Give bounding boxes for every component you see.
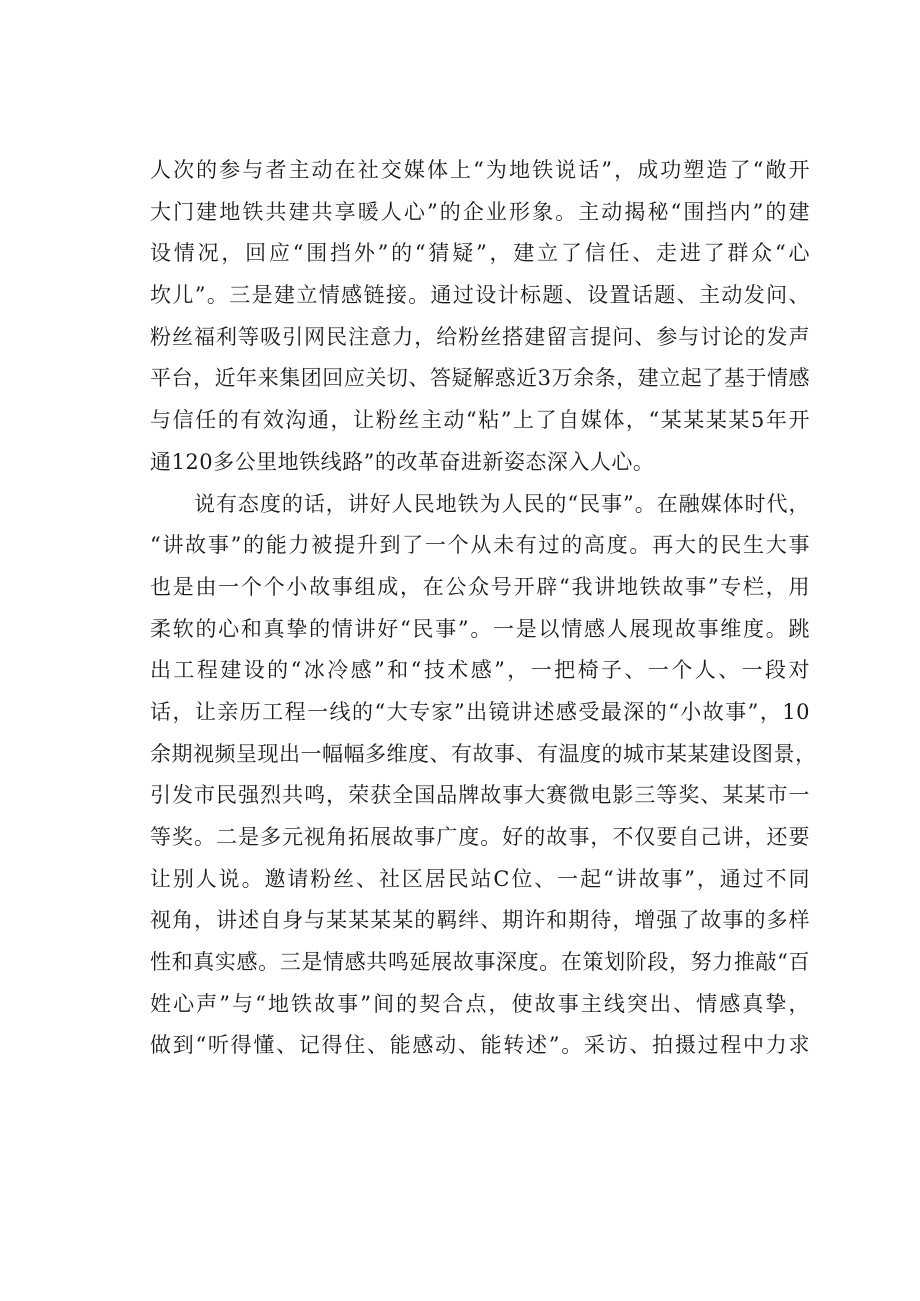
text-line: 做到“听得懂、记得住、能感动、能转述”。采访、拍摄过程中力求 — [150, 1033, 810, 1058]
text-line: 大门建地铁共建共享暖人心”的企业形象。主动揭秘“围挡内”的建 — [150, 199, 810, 224]
text-line: 柔软的心和真挚的情讲好“民事”。一是以情感人展现故事维度。跳 — [150, 616, 810, 641]
text-line: 人次的参与者主动在社交媒体上“为地铁说话”，成功塑造了“敞开 — [150, 158, 810, 182]
text-line: 与信任的有效沟通，让粉丝主动“粘”上了自媒体，“某某某某5年开 — [150, 408, 810, 433]
text-line: 坎儿”。三是建立情感链接。通过设计标题、设置话题、主动发问、 — [150, 283, 810, 308]
text-line: 平台，近年来集团回应关切、答疑解惑近3万余条，建立起了基于情感 — [150, 366, 810, 391]
text-line: 也是由一个个小故事组成，在公众号开辟“我讲地铁故事”专栏，用 — [150, 574, 810, 599]
text-line: 让别人说。邀请粉丝、社区居民站C位、一起“讲故事”，通过不同 — [150, 866, 810, 891]
paragraph-2 — [150, 484, 817, 1068]
paragraph-1 — [150, 150, 810, 484]
text-line: 出工程建设的“冰冷感”和“技术感”，一把椅子、一个人、一段对 — [150, 658, 810, 683]
text-line: 话，让亲历工程一线的“大专家”出镜讲述感受最深的“小故事”，10 — [150, 699, 810, 724]
text-line: 余期视频呈现出一幅幅多维度、有故事、有温度的城市某某建设图景， — [150, 741, 817, 766]
text-line: 说有态度的话，讲好人民地铁为人民的“民事”。在融媒体时代， — [194, 491, 810, 516]
text-line: 视角，讲述自身与某某某某的羁绊、期许和期待，增强了故事的多样 — [150, 908, 810, 933]
text-line: 性和真实感。三是情感共鸣延展故事深度。在策划阶段，努力推敲“百 — [150, 950, 810, 975]
text-line: 设情况，回应“围挡外”的“猜疑”，建立了信任、走进了群众“心 — [150, 241, 810, 266]
text-line: 通120多公里地铁线路”的改革奋进新姿态深入人心。 — [150, 449, 655, 474]
body-text — [150, 150, 817, 1067]
text-line: “讲故事”的能力被提升到了一个从未有过的高度。再大的民生大事 — [150, 533, 810, 558]
text-line: 粉丝福利等吸引网民注意力，给粉丝搭建留言提问、参与讨论的发声 — [150, 324, 810, 349]
text-line: 等奖。二是多元视角拓展故事广度。好的故事，不仅要自己讲，还要 — [150, 825, 810, 849]
text-line: 引发市民强烈共鸣，荣获全国品牌故事大赛微电影三等奖、某某市一 — [150, 783, 810, 808]
text-line: 姓心声”与“地铁故事”间的契合点，使故事主线突出、情感真挚， — [150, 991, 810, 1016]
